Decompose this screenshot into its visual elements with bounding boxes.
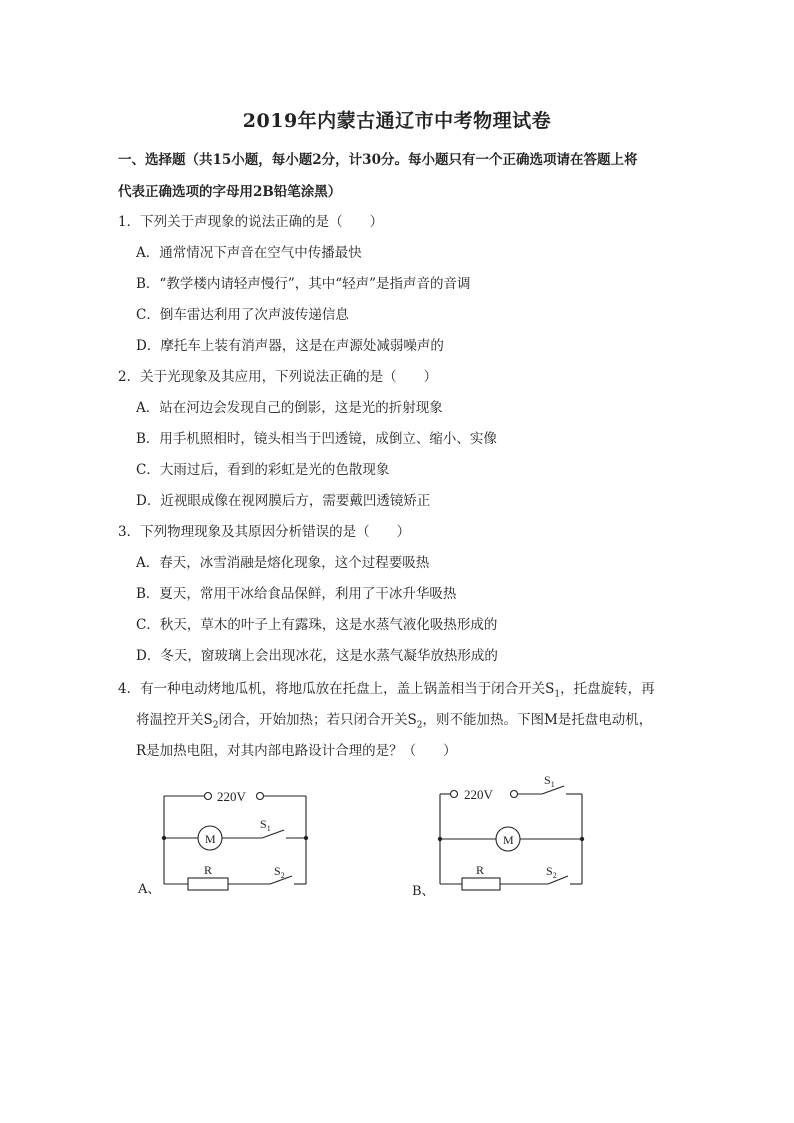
question-4-stem-line1: 4．有一种电动烤地瓜机，将地瓜放在托盘上，盖上锅盖相当于闭合开关$S_1$，托盘旋转，再 xyxy=(118,681,655,700)
question-3-stem: 3．下列物理现象及其原因分析错误的是（ ） xyxy=(118,524,411,540)
circuit-b-motor-label: M xyxy=(503,833,514,847)
question-2-option-d: D．近视眼成像在视网膜后方，需要戴凹透镜矫正 xyxy=(136,493,431,509)
question-2-stem: 2．关于光现象及其应用，下列说法正确的是（ ） xyxy=(118,369,438,385)
section-heading-line1: 一、选择题（共15小题，每小题2分，计30分。每小题只有一个正确选项请在答题上将 xyxy=(118,152,638,168)
question-3-option-a: A．春天，冰雪消融是熔化现象，这个过程要吸热 xyxy=(136,555,430,571)
question-4-stem-line2: 将温控开关$S_2$闭合，开始加热；若只闭合开关$S_2$，则不能加热。下图M是托盘电动机， xyxy=(136,712,653,731)
circuit-a-diagram xyxy=(160,780,320,899)
question-2-option-c: C．大雨过后，看到的彩虹是光的色散现象 xyxy=(136,462,390,478)
question-3-option-c: C．秋天，草木的叶子上有露珠，这是水蒸气液化吸热形成的 xyxy=(136,617,498,633)
circuit-a-s1-label: $S_1$ xyxy=(260,817,271,833)
circuit-a-label: A、 xyxy=(138,882,161,897)
question-1-option-a: A．通常情况下声音在空气中传播最快 xyxy=(136,245,362,261)
question-1-option-c: C．倒车雷达利用了次声波传递信息 xyxy=(136,307,349,323)
circuit-a-motor-label: M xyxy=(205,832,216,846)
question-1-option-b: B．“教学楼内请轻声慢行”，其中“轻声”是指声音的音调 xyxy=(136,276,471,292)
page-title: 2019年内蒙古通辽市中考物理试卷 xyxy=(242,110,552,132)
section-heading-line2: 代表正确选项的字母用2B铅笔涂黑） xyxy=(118,184,342,200)
circuit-b-diagram xyxy=(436,773,596,897)
question-2-option-b: B．用手机照相时，镜头相当于凹透镜，成倒立、缩小、实像 xyxy=(136,431,497,447)
question-1-option-d: D．摩托车上装有消声器，这是在声源处减弱噪声的 xyxy=(136,338,444,354)
circuit-a-resistor-label: R xyxy=(204,863,213,877)
circuit-b-resistor-label: R xyxy=(476,863,485,877)
circuit-a-s2-label: $S_2$ xyxy=(274,864,285,880)
circuit-b-voltage: 220V xyxy=(464,787,493,802)
question-3-option-d: D．冬天，窗玻璃上会出现冰花，这是水蒸气凝华放热形成的 xyxy=(136,648,498,664)
circuit-a-voltage: 220V xyxy=(217,789,246,804)
question-4-stem-line3: R是加热电阻，对其内部电路设计合理的是？（ ） xyxy=(136,743,457,759)
question-2-option-a: A．站在河边会发现自己的倒影，这是光的折射现象 xyxy=(136,400,443,416)
question-3-option-b: B．夏天，常用干冰给食品保鲜，利用了干冰升华吸热 xyxy=(136,586,457,602)
circuit-b-s2-label: $S_2$ xyxy=(546,864,557,880)
question-1-stem: 1．下列关于声现象的说法正确的是（ ） xyxy=(118,214,384,230)
circuit-b-label: B、 xyxy=(412,884,435,899)
circuit-b-s1-label: $S_1$ xyxy=(544,773,555,789)
